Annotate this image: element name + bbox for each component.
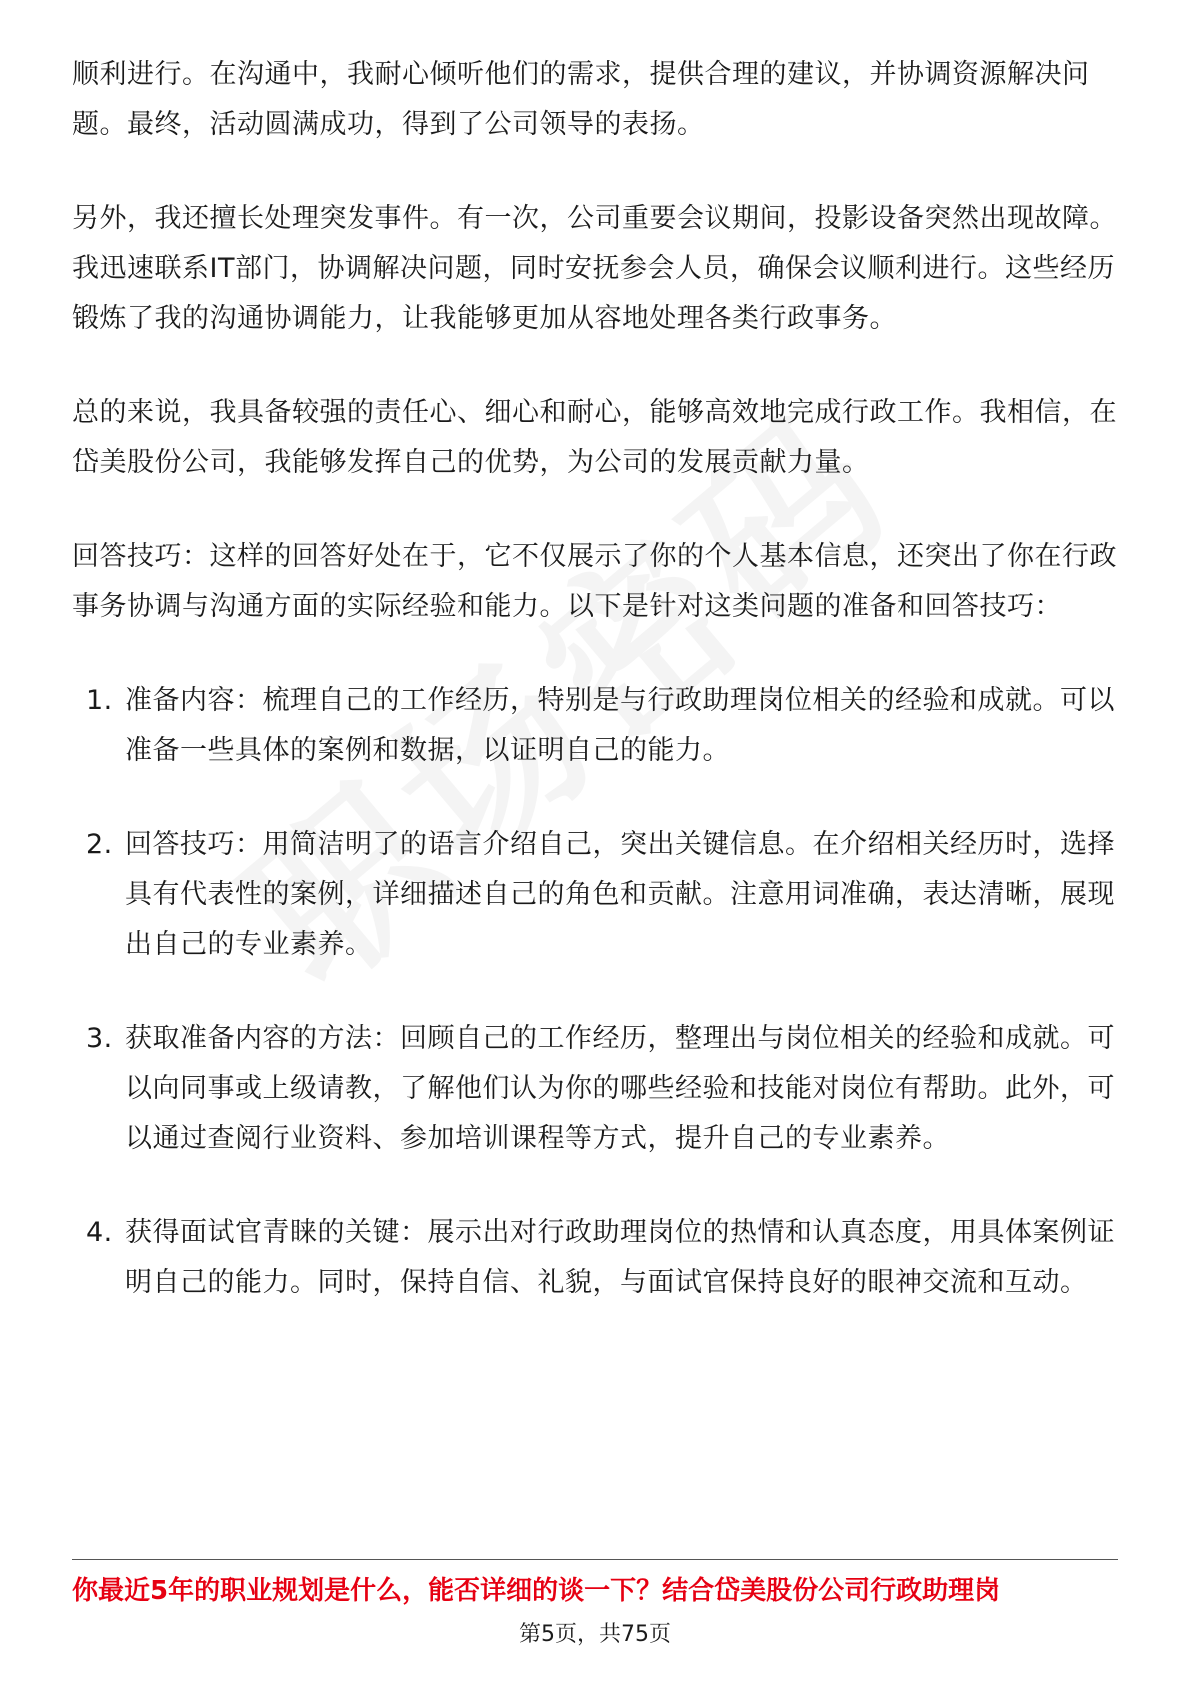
paragraph: 总的来说，我具备较强的责任心、细心和耐心，能够高效地完成行政工作。我相信，在岱美股份公司，我能够发挥自己的优势，为公司的发展贡献力量。 <box>72 397 1117 478</box>
paragraph: 另外，我还擅长处理突发事件。有一次，公司重要会议期间，投影设备突然出现故障。我迅速联系IT部门，协调解决问题，同时安抚参会人员，确保会议顺利进行。这些经历锻炼了我的沟通协调能力，让我能够更加从容地处理各类行政事务。 <box>72 203 1117 334</box>
paragraph: 顺利进行。在沟通中，我耐心倾听他们的需求，提供合理的建议，并协调资源解决问题。最终，活动圆满成功，得到了公司领导的表扬。 <box>72 59 1090 140</box>
list-item <box>72 1014 1118 1164</box>
list-text: 回答技巧：用简洁明了的语言介绍自己，突出关键信息。在介绍相关经历时，选择具有代表性的案例，详细描述自己的角色和贡献。注意用词准确，表达清晰，展现出自己的专业素养。 <box>125 829 1115 960</box>
list-number: 4. <box>86 1217 113 1248</box>
paragraph: 回答技巧：这样的回答好处在于，它不仅展示了你的个人基本信息，还突出了你在行政事务协调与沟通方面的实际经验和能力。以下是针对这类问题的准备和回答技巧： <box>72 541 1117 622</box>
list-number: 2. <box>86 829 113 860</box>
next-question-heading: 你最近5年的职业规划是什么，能否详细的谈一下？结合岱美股份公司行政助理岗 <box>72 1576 1001 1606</box>
document-body <box>72 50 1118 1352</box>
list-item <box>72 676 1118 776</box>
footer-divider <box>72 1559 1118 1560</box>
list-text: 获得面试官青睐的关键：展示出对行政助理岗位的热情和认真态度，用具体案例证明自己的能力。同时，保持自信、礼貌，与面试官保持良好的眼神交流和互动。 <box>125 1217 1115 1298</box>
page-number: 第5页，共75页 <box>519 1622 671 1647</box>
list-text: 准备内容：梳理自己的工作经历，特别是与行政助理岗位相关的经验和成就。可以准备一些具体的案例和数据，以证明自己的能力。 <box>125 685 1115 766</box>
tips-list <box>72 676 1118 1308</box>
list-number: 3. <box>86 1023 113 1054</box>
list-item <box>72 820 1118 970</box>
list-item <box>72 1208 1118 1308</box>
list-text: 获取准备内容的方法：回顾自己的工作经历，整理出与岗位相关的经验和成就。可以向同事或上级请教，了解他们认为你的哪些经验和技能对岗位有帮助。此外，可以通过查阅行业资料、参加培训课程等方式，提升自己的专业素养。 <box>125 1023 1115 1154</box>
list-number: 1. <box>86 685 113 716</box>
